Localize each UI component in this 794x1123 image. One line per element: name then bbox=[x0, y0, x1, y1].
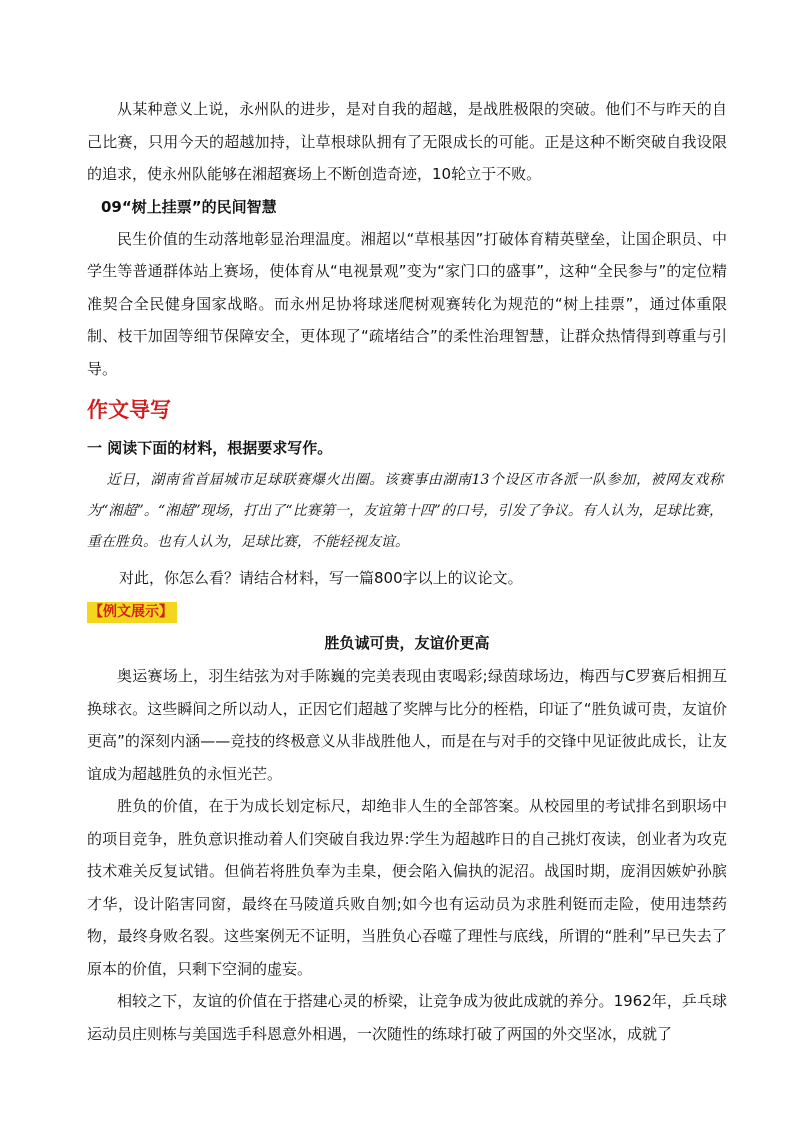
body-paragraph-1: 从某种意义上说，永州队的进步，是对自我的超越，是战胜极限的突破。他们不与昨天的自己比赛，只用今天的超越加持，让草根球队拥有了无限成长的可能。正是这种不断突破自我设限的追求，使永州队能够在湘超赛场上不断创造奇迹，10轮立于不败。 bbox=[87, 100, 727, 183]
section-title: 作文导写 bbox=[87, 398, 171, 422]
task-title: 一 阅读下面的材料，根据要求写作。 bbox=[87, 439, 333, 457]
sub-heading: 09“树上挂票”的民间智慧 bbox=[101, 197, 277, 216]
essay-paragraph-1: 奥运赛场上，羽生结弦为对手陈巍的完美表现由衷喝彩;绿茵球场边，梅西与C罗赛后相拥互换球衣。这些瞬间之所以动人，正因它们超越了奖牌与比分的桎梏，印证了“胜负诚可贵，友谊价更高”的深刻内涵——竞技的终极意义从非战胜他人，而是在与对手的交锋中见证彼此成长，让友谊成为超越胜负的永恒光芒。 bbox=[87, 667, 727, 783]
body-paragraph-2: 民生价值的生动落地彰显治理温度。湘超以“草根基因”打破体育精英壁垒，让国企职员、中学生等普通群体站上赛场，使体育从“电视景观”变为“家门口的盛事”，这种“全民参与”的定位精准契合全民健身国家战略。而永州足协将球迷爬树观赛转化为规范的“树上挂票”，通过体重限制、枝干加固等细节保障安全，更体现了“疏堵结合”的柔性治理智慧，让群众热情得到尊重与引导。 bbox=[87, 229, 727, 378]
essay-paragraph-3: 相较之下，友谊的价值在于搭建心灵的桥梁，让竞争成为彼此成就的养分。1962年，乒乓球运动员庄则栋与美国选手科恩意外相遇，一次随性的练球打破了两国的外交坚冰，成就了 bbox=[87, 992, 727, 1043]
writing-instruction: 对此，你怎么看？请结合材料，写一篇800字以上的议论文。 bbox=[119, 569, 523, 587]
essay-title: 胜负诚可贵，友谊价更高 bbox=[324, 634, 490, 652]
example-essay-tag: 【例文展示】 bbox=[87, 602, 177, 623]
essay-paragraph-2: 胜负的价值，在于为成长划定标尺，却绝非人生的全部答案。从校园里的考试排名到职场中的项目竞争，胜负意识推动着人们突破自我边界:学生为超越昨日的自己挑灯夜读，创业者为攻克技术难关反复试错。但倘若将胜负奉为圭臬，便会陷入偏执的泥沼。战国时期，庞涓因嫉妒孙膑才华，设计陷害同窗，最终在马陵道兵败自刎;如今也有运动员为求胜利铤而走险，使用违禁药物，最终身败名裂。这些案例无不证明，当胜负心吞噬了理性与底线，所谓的“胜利”早已失去了原本的价值，只剩下空洞的虚妄。 bbox=[87, 797, 727, 978]
document-body bbox=[87, 93, 727, 1050]
material-paragraph: 近日，湖南省首届城市足球联赛爆火出圈。该赛事由湖南13个设区市各派一队参加，被网友戏称为“湘超”。“湘超”现场，打出了“比赛第一，友谊第十四”的口号，引发了争议。有人认为，足球比赛，重在胜负。也有人认为，足球比赛，不能轻视友谊。 bbox=[87, 472, 723, 550]
